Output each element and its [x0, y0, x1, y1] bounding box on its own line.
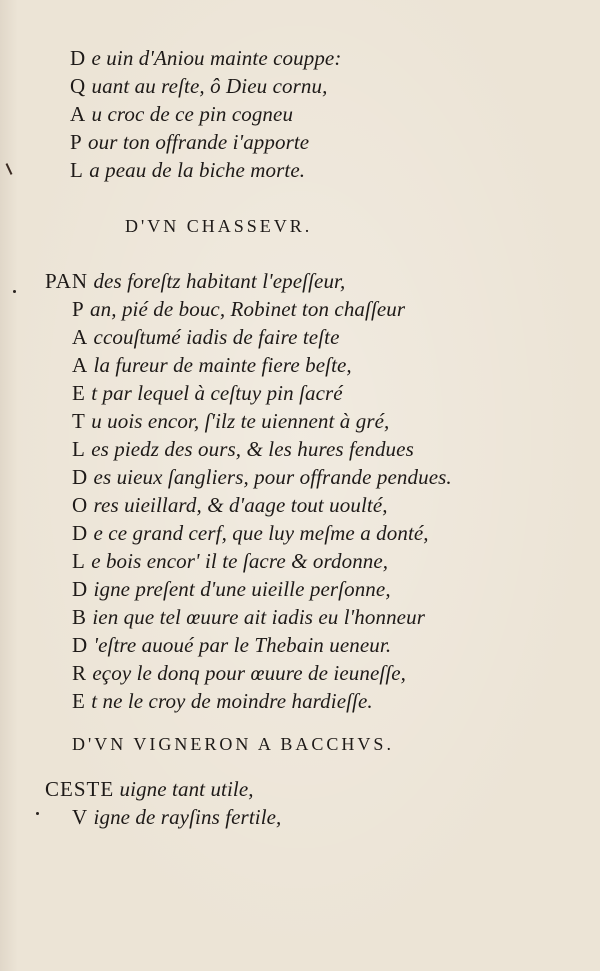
verse-line — [72, 492, 388, 518]
verse-text: 'eſtre auoué par le Thebain ueneur. — [93, 633, 392, 657]
verse-text: u croc de ce pin cogneu — [91, 102, 294, 126]
verse-text: our ton offrande i'apporte — [88, 130, 310, 154]
verse-initial: L — [70, 158, 84, 182]
verse-text: uigne tant utile, — [119, 777, 254, 801]
verse-initial: E — [72, 381, 86, 405]
margin-dot — [13, 290, 16, 293]
verse-text: an, pié de bouc, Robinet ton chaſſeur — [90, 297, 406, 321]
verse-text: la fureur de mainte fiere beſte, — [93, 353, 352, 377]
verse-text: u uois encor, ſ'ilz te uiennent à gré, — [91, 409, 390, 433]
verse-line — [72, 324, 340, 350]
verse-text: e uin d'Aniou mainte couppe: — [91, 46, 342, 70]
verse-line — [72, 380, 343, 406]
verse-text: t par lequel à ceſtuy pin ſacré — [91, 381, 343, 405]
verse-line — [70, 157, 305, 183]
verse-text: des foreſtz habitant l'epeſſeur, — [93, 269, 346, 293]
verse-line — [72, 804, 281, 830]
verse-line — [72, 660, 406, 686]
verse-text: igne preſent d'une uieille perſonne, — [93, 577, 391, 601]
verse-initial: L — [72, 549, 86, 573]
verse-line — [72, 548, 388, 574]
verse-text: es piedz des ours, & les hures fendues — [91, 437, 414, 461]
verse-initial: V — [72, 805, 89, 829]
verse-initial: Q — [70, 74, 87, 98]
verse-initial: D — [72, 521, 89, 545]
verse-text: t ne le croy de moindre hardieſſe. — [91, 689, 373, 713]
verse-initial: R — [72, 661, 88, 685]
verse-line — [72, 352, 352, 378]
verse-text: e bois encor' il te ſacre & ordonne, — [91, 549, 389, 573]
verse-line — [72, 296, 405, 322]
verse-line — [70, 45, 341, 71]
verse-line — [72, 632, 391, 658]
verse-initial: L — [72, 437, 86, 461]
verse-initial: P — [70, 130, 83, 154]
verse-initial: E — [72, 689, 86, 713]
verse-text: es uieux ſangliers, pour offrande pendues. — [93, 465, 452, 489]
verse-text: igne de rayſins fertile, — [93, 805, 282, 829]
verse-initial: PAN — [45, 269, 89, 293]
verse-initial: T — [72, 409, 86, 433]
verse-line — [72, 408, 389, 434]
verse-line — [72, 688, 373, 714]
verse-text: res uieillard, & d'aage tout uoulté, — [93, 493, 388, 517]
verse-line — [70, 129, 309, 155]
margin-dot — [36, 812, 39, 815]
verse-text: ien que tel œuure ait iadis eu l'honneur — [92, 605, 425, 629]
poem-title: D'VN CHASSEVR. — [125, 216, 313, 236]
margin-mark — [6, 163, 13, 175]
verse-text: a peau de la biche morte. — [89, 158, 306, 182]
verse-initial: D — [72, 577, 89, 601]
verse-line — [72, 604, 425, 630]
verse-line — [72, 520, 429, 546]
verse-line — [45, 776, 254, 802]
verse-initial: D — [70, 46, 87, 70]
verse-initial: A — [72, 325, 89, 349]
verse-text: eçoy le donq pour œuure de ieuneſſe, — [92, 661, 407, 685]
verse-initial: A — [72, 353, 89, 377]
verse-line — [72, 436, 414, 462]
verse-initial: CESTE — [45, 777, 115, 801]
poem-title: D'VN VIGNERON A BACCHVS. — [72, 734, 394, 754]
verse-line — [45, 268, 345, 294]
verse-initial: D — [72, 633, 89, 657]
verse-text: e ce grand cerf, que luy meſme a donté, — [93, 521, 429, 545]
verse-text: ccouſtumé iadis de faire teſte — [93, 325, 340, 349]
verse-initial: P — [72, 297, 85, 321]
verse-initial: O — [72, 493, 89, 517]
verse-line — [70, 73, 327, 99]
verse-line — [70, 101, 293, 127]
verse-initial: A — [70, 102, 87, 126]
verse-line — [72, 464, 452, 490]
verse-text: uant au reſte, ô Dieu cornu, — [91, 74, 328, 98]
verse-initial: D — [72, 465, 89, 489]
verse-line — [72, 576, 391, 602]
verse-initial: B — [72, 605, 88, 629]
